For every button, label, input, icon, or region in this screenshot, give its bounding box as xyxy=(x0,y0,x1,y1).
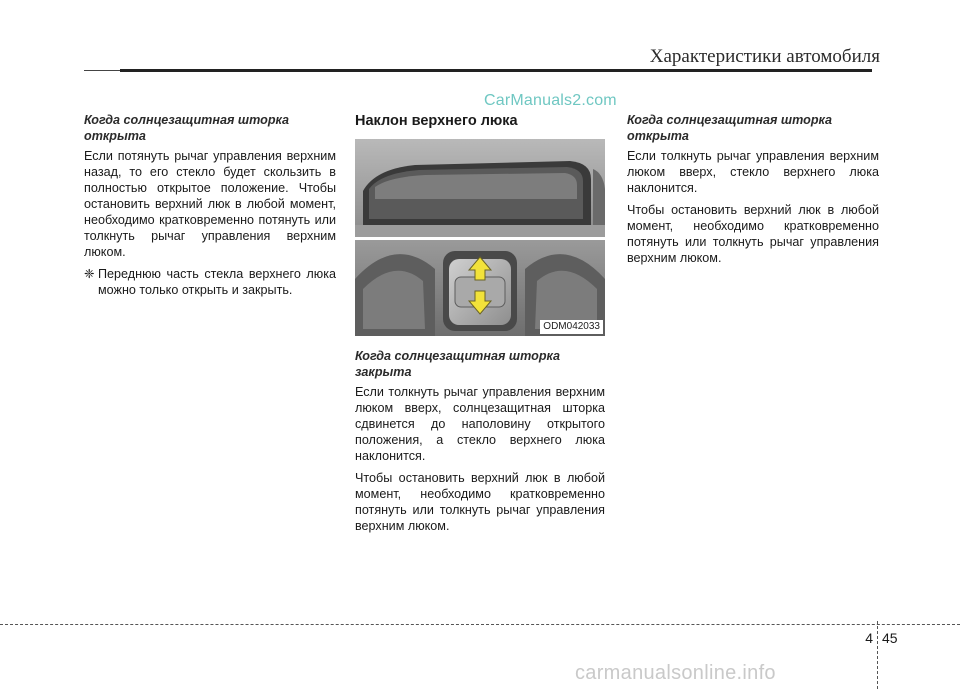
page-number-divider xyxy=(877,621,878,689)
middle-paragraph-2: Чтобы остановить верхний люк в любой момент, необходимо кратковременно потянуть или толкнуть рычаг управления верхним люком. xyxy=(355,471,605,533)
sunroof-figure xyxy=(355,139,605,336)
left-note xyxy=(84,266,336,298)
middle-column xyxy=(355,112,605,540)
chapter-number: 4 xyxy=(865,630,873,646)
page-number: 45 xyxy=(882,630,898,646)
watermark-bottom: carmanualsonline.info xyxy=(575,662,776,684)
right-subhead: Когда солнцезащитная шторка открыта xyxy=(627,113,833,143)
right-paragraph-2: Чтобы остановить верхний люк в любой момент, необходимо кратковременно потянуть или толкнуть рычаг управления верхним люком. xyxy=(627,203,879,265)
section-title: Наклон верхнего люка xyxy=(355,113,518,129)
figure-code: ODM042033 xyxy=(540,320,603,334)
right-paragraph-1: Если толкнуть рычаг управления верхним люком вверх, стекло верхнего люка наклонится. xyxy=(627,149,879,195)
left-note-text: Переднюю часть стекла верхнего люка можно только открыть и закрыть. xyxy=(98,267,336,297)
left-column xyxy=(84,112,336,298)
page-header-title: Характеристики автомобиля xyxy=(649,46,880,67)
middle-subhead: Когда солнцезащитная шторка закрыта xyxy=(355,349,561,379)
note-symbol-icon: ❈ xyxy=(84,267,95,281)
header-rule-thin xyxy=(84,70,121,71)
header-rule-thick xyxy=(120,69,872,72)
left-subhead: Когда солнцезащитная шторка открыта xyxy=(84,113,290,143)
right-column xyxy=(627,112,879,272)
left-paragraph: Если потянуть рычаг управления верхним назад, то его стекло будет скользить в полностью открытое положение. Чтобы остановить верхний люк в любой момент, необходимо кратковременно потянуть или толкнуть рычаг управления верхним люком. xyxy=(84,149,336,259)
footer-divider xyxy=(0,624,960,625)
middle-paragraph-1: Если толкнуть рычаг управления верхним люком вверх, солнцезащитная шторка сдвинется до наполовину открытого положения, а стекло верхнего люка наклонится. xyxy=(355,385,605,463)
sunroof-illustration xyxy=(355,139,605,336)
watermark-top: CarManuals2.com xyxy=(484,92,617,109)
